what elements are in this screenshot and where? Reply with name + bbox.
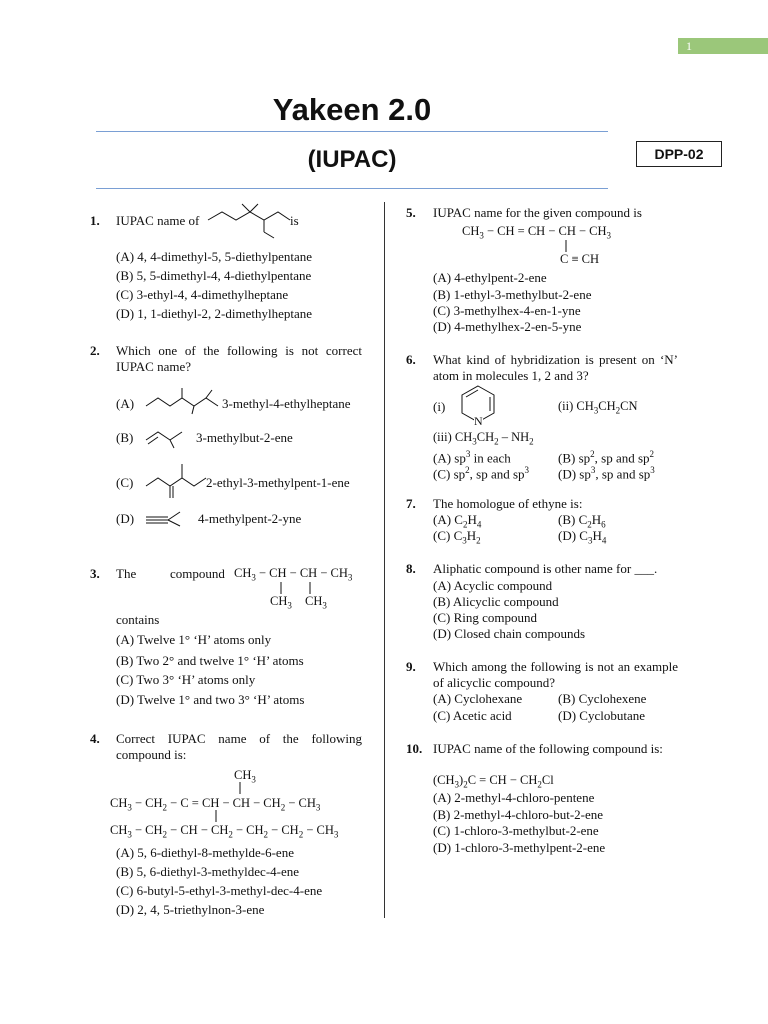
option-b-name: 3-methylbut-2-ene [196, 430, 293, 445]
option-c: (C) $sp^2$, sp and $sp^3$ [433, 465, 530, 482]
question-number: 10. [406, 741, 423, 756]
option-c-name: 2-ethyl-3-methylpent-1-ene [206, 475, 350, 490]
q4-line1: $CH_3 - CH_2 - C$ = CH − CH − $CH_2 - CH_3$ [110, 796, 321, 813]
q4-ch3: $CH_3$ [234, 768, 256, 785]
q4-line2: $CH_3 - CH_2$ − CH − $CH_2 - CH_2 - CH_2 - CH_3$ [110, 823, 339, 840]
option-d: (D) 1, 1-diethyl-2, 2-dimethylheptane [116, 306, 313, 321]
question-text: What kind of hybridization is present on ‘N’ atom in molecules 1, 2 and 3? [433, 352, 678, 383]
q2d-structure [144, 508, 184, 528]
option-d: (D) $sp^3$, sp and $sp^3$ [558, 465, 655, 482]
question-number: 8. [406, 561, 416, 576]
question-number: 6. [406, 352, 416, 367]
option-a-label: (A) [116, 396, 135, 411]
question-text: Aliphatic compound is other name for ___. [433, 561, 658, 576]
dpp-badge: DPP-02 [636, 141, 722, 167]
q5-branch: C ≡ CH [560, 252, 600, 266]
question-number: 7. [406, 496, 416, 511]
page-subtitle: (IUPAC) [307, 146, 397, 173]
question-number: 3. [90, 566, 100, 581]
option-c-label: (C) [116, 475, 134, 490]
option-a: (A) 4-ethylpent-2-ene [433, 270, 547, 285]
q2b-structure [144, 426, 184, 450]
question-number: 5. [406, 205, 416, 220]
option-c: (C) 6-butyl-5-ethyl-3-methyl-dec-4-ene [116, 883, 323, 898]
title-divider [96, 131, 608, 132]
option-b: (B) 2-methyl-4-chloro-but-2-ene [433, 807, 604, 822]
option-a: (A) 4, 4-dimethyl-5, 5-diethylpentane [116, 249, 313, 264]
option-b: (B) $C_2H_6$ [558, 512, 606, 530]
subtitle-divider [96, 188, 608, 189]
option-b: (B) 5, 5-dimethyl-4, 4-diethylpentane [116, 268, 312, 283]
option-d: (D) 1-chloro-3-methylpent-2-ene [433, 840, 606, 855]
q3-sub2: $CH_3$ [305, 594, 327, 611]
option-a: (A) Twelve 1° ‘H’ atoms only [116, 632, 272, 647]
option-a: (A) 5, 6-diethyl-8-methylde-6-ene [116, 845, 294, 860]
option-a: (A) Acyclic compound [433, 578, 553, 593]
question-number: 1. [90, 213, 100, 228]
q3-formula: $CH_3$ − CH − CH − $CH_3$ [234, 566, 353, 583]
question-text: Which one of the following is not correct IUPAC name? [116, 343, 362, 374]
option-a: (A) 2-methyl-4-chloro-pentene [433, 790, 595, 805]
question-text: The homologue of ethyne is: [433, 496, 583, 511]
question-number: 4. [90, 731, 100, 746]
option-c: (C) Two 3° ‘H’ atoms only [116, 672, 256, 687]
question-text-a: The [116, 566, 137, 581]
option-a-name: 3-methyl-4-ethylheptane [222, 396, 351, 411]
option-d-name: 4-methylpent-2-yne [198, 511, 302, 526]
option-d: (D) 2, 4, 5-triethylnon-3-ene [116, 902, 265, 917]
option-d: (D) Closed chain compounds [433, 626, 586, 641]
question-text: IUPAC name of [116, 213, 200, 228]
question-text: IUPAC name for the given compound is [433, 205, 642, 220]
option-b: (B) Cyclohexene [558, 691, 647, 706]
option-a: (A) Cyclohexane [433, 691, 523, 706]
option-d-label: (D) [116, 511, 135, 526]
option-c: (C) $C_3H_2$ [433, 528, 481, 546]
question-contains: contains [116, 612, 160, 627]
question-text: Correct IUPAC name of the following compound is: [116, 731, 362, 762]
q6-i-label: (i) [433, 399, 446, 414]
q2c-structure [144, 460, 214, 500]
option-d: (D) $C_3H_4$ [558, 528, 607, 546]
option-d: (D) Cyclobutane [558, 708, 646, 723]
column-divider [384, 202, 385, 918]
question-text: Which among the following is not an example of alicyclic compound? [433, 659, 678, 690]
option-b: (B) Two 2° and twelve 1° ‘H’ atoms [116, 653, 304, 668]
option-b: (B) Alicyclic compound [433, 594, 559, 609]
question-number: 9. [406, 659, 416, 674]
option-a: (A) $C_2H_4$ [433, 512, 482, 530]
option-b: (B) 1-ethyl-3-methylbut-2-ene [433, 287, 592, 302]
q3-bonds [234, 582, 354, 596]
option-c: (C) Acetic acid [433, 708, 512, 723]
page-title: Yakeen 2.0 [272, 92, 432, 127]
option-d: (D) Twelve 1° and two 3° ‘H’ atoms [116, 692, 305, 707]
option-b-label: (B) [116, 430, 134, 445]
question-number: 2. [90, 343, 100, 358]
option-c: (C) 3-ethyl-4, 4-dimethylheptane [116, 287, 289, 302]
q10-formula: $(CH_3)_2C$ = CH − $CH_2Cl$ [433, 773, 554, 790]
page-number: 1 [686, 39, 692, 53]
q6-n-label: N [474, 414, 483, 428]
question-text: IUPAC name of the following compound is: [433, 741, 663, 756]
option-a: (A) $sp^3$ in each [433, 449, 511, 466]
question-text-end: is [290, 213, 299, 228]
option-b: (B) $sp^2$, sp and $sp^2$ [558, 449, 655, 466]
option-c: (C) 3-methylhex-4-en-1-yne [433, 303, 581, 318]
option-c: (C) Ring compound [433, 610, 537, 625]
question-text-b: compound [170, 566, 225, 581]
q3-sub1: $CH_3$ [270, 594, 292, 611]
option-d: (D) 4-methylhex-2-en-5-yne [433, 319, 582, 334]
q6-iii: (iii) $CH_3CH_2 - NH_2$ [433, 430, 534, 447]
option-c: (C) 1-chloro-3-methylbut-2-ene [433, 823, 599, 838]
q1-structure [206, 200, 296, 240]
q6-ii: (ii) $CH_3CH_2CN$ [558, 399, 638, 416]
option-b: (B) 5, 6-diethyl-3-methyldec-4-ene [116, 864, 300, 879]
q5-formula: $CH_3$ − CH = CH − CH − $CH_3$ [462, 224, 612, 241]
q2a-structure [144, 386, 224, 416]
page-number-bar [678, 38, 768, 54]
